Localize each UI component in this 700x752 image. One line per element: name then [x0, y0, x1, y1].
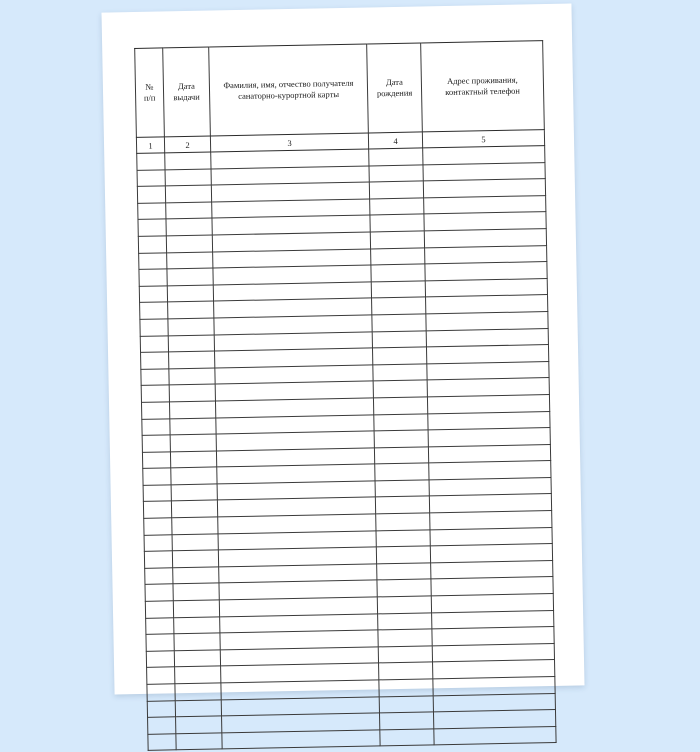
table-cell-num[interactable]: [146, 617, 174, 634]
table-cell-issue_date[interactable]: [174, 633, 220, 650]
table-cell-issue_date[interactable]: [169, 368, 215, 385]
table-cell-issue_date[interactable]: [170, 417, 216, 434]
table-cell-issue_date[interactable]: [165, 185, 211, 202]
table-cell-issue_date[interactable]: [175, 666, 221, 683]
table-cell-issue_date[interactable]: [167, 252, 213, 269]
table-cell-birth_date[interactable]: [372, 297, 426, 315]
column-number-2: 2: [164, 136, 210, 153]
table-cell-issue_date[interactable]: [173, 567, 219, 584]
column-header-issue-date: [163, 47, 211, 137]
table-cell-birth_date[interactable]: [373, 364, 427, 382]
table-cell-birth_date[interactable]: [375, 463, 429, 481]
column-number-1: 1: [136, 137, 164, 154]
table-cell-issue_date[interactable]: [165, 152, 211, 169]
table-cell-num[interactable]: [145, 568, 173, 585]
table-cell-num[interactable]: [147, 700, 175, 717]
table-cell-birth_date[interactable]: [379, 662, 433, 680]
table-cell-birth_date[interactable]: [369, 148, 423, 166]
table-cell-birth_date[interactable]: [377, 563, 431, 581]
table-cell-issue_date[interactable]: [176, 733, 222, 750]
table-cell-num[interactable]: [139, 269, 167, 286]
table-cell-issue_date[interactable]: [169, 401, 215, 418]
table-cell-num[interactable]: [148, 734, 176, 751]
table-cell-num[interactable]: [145, 584, 173, 601]
table-cell-birth_date[interactable]: [379, 679, 433, 697]
column-header-address: [421, 41, 545, 132]
table-cell-num[interactable]: [148, 717, 176, 734]
table-cell-num[interactable]: [143, 501, 171, 518]
table-cell-issue_date[interactable]: [169, 384, 215, 401]
table-cell-issue_date[interactable]: [166, 218, 212, 235]
table-header-row: [135, 41, 545, 138]
table-cell-birth_date[interactable]: [376, 530, 430, 548]
table-cell-birth_date[interactable]: [371, 247, 425, 265]
table-cell-num[interactable]: [137, 169, 165, 186]
table-cell-num[interactable]: [145, 601, 173, 618]
table-cell-birth_date[interactable]: [374, 413, 428, 431]
table-cell-birth_date[interactable]: [372, 314, 426, 332]
column-header-num-line2: п/п: [143, 92, 156, 103]
table-cell-birth_date[interactable]: [370, 231, 424, 249]
table-cell-birth_date[interactable]: [378, 646, 432, 664]
table-cell-num[interactable]: [140, 335, 168, 352]
table-cell-birth_date[interactable]: [372, 347, 426, 365]
table-cell-num[interactable]: [146, 651, 174, 668]
paper-sheet: [101, 4, 584, 695]
table-cell-num[interactable]: [137, 186, 165, 203]
table-cell-issue_date[interactable]: [173, 600, 219, 617]
table-cell-birth_date[interactable]: [378, 629, 432, 647]
table-cell-issue_date[interactable]: [174, 650, 220, 667]
column-number-4: 4: [368, 132, 422, 149]
column-number-5: 5: [422, 130, 544, 148]
table-cell-birth_date[interactable]: [371, 264, 425, 282]
table-cell-num[interactable]: [140, 319, 168, 336]
table-cell-birth_date[interactable]: [377, 596, 431, 614]
table-cell-num[interactable]: [141, 402, 169, 419]
table-cell-issue_date[interactable]: [170, 451, 216, 468]
table-cell-birth_date[interactable]: [370, 198, 424, 216]
column-header-address-line2: контактный телефон: [445, 85, 520, 97]
table-cell-birth_date[interactable]: [371, 281, 425, 299]
table-cell-issue_date[interactable]: [169, 351, 215, 368]
column-header-address-line1: Адрес проживания,: [446, 74, 518, 87]
table-cell-issue_date[interactable]: [168, 318, 214, 335]
table-cell-issue_date[interactable]: [165, 169, 211, 186]
table-cell-issue_date[interactable]: [166, 202, 212, 219]
column-header-num-line1: №: [145, 81, 154, 93]
table-body: [137, 146, 556, 751]
table-cell-birth_date[interactable]: [373, 380, 427, 398]
table-cell-num[interactable]: [147, 684, 175, 701]
table-cell-issue_date[interactable]: [168, 301, 214, 318]
table-cell-num[interactable]: [140, 302, 168, 319]
table-cell-birth_date[interactable]: [379, 712, 433, 730]
column-header-fio: [209, 44, 369, 136]
table-cell-num[interactable]: [144, 534, 172, 551]
table-cell-issue_date[interactable]: [173, 583, 219, 600]
table-cell-num[interactable]: [138, 236, 166, 253]
table-cell-issue_date[interactable]: [171, 484, 217, 501]
table-cell-issue_date[interactable]: [176, 716, 222, 733]
table-cell-num[interactable]: [141, 352, 169, 369]
table-cell-birth_date[interactable]: [369, 165, 423, 183]
ledger-table: [134, 40, 556, 751]
table-cell-num[interactable]: [139, 286, 167, 303]
table-cell-num[interactable]: [138, 219, 166, 236]
column-header-birth-date-line2: рождения: [376, 87, 413, 99]
table-cell-issue_date[interactable]: [175, 683, 221, 700]
column-header-issue-date-line2: выдачи: [173, 91, 200, 103]
column-header-issue-date-line1: Дата: [177, 81, 195, 92]
table-cell-num[interactable]: [146, 634, 174, 651]
table-cell-birth_date[interactable]: [376, 546, 430, 564]
table-cell-issue_date[interactable]: [172, 517, 218, 534]
table-cell-birth_date[interactable]: [377, 579, 431, 597]
table-cell-issue_date[interactable]: [172, 534, 218, 551]
table-cell-issue_date[interactable]: [171, 500, 217, 517]
table-cell-num[interactable]: [143, 485, 171, 502]
table-cell-num[interactable]: [144, 518, 172, 535]
table-cell-num[interactable]: [143, 468, 171, 485]
table-cell-num[interactable]: [141, 385, 169, 402]
table-cell-issue_date[interactable]: [166, 235, 212, 252]
column-header-num: [135, 48, 165, 138]
table-cell-birth_date[interactable]: [375, 480, 429, 498]
table-cell-birth_date[interactable]: [379, 695, 433, 713]
table-cell-birth_date[interactable]: [370, 214, 424, 232]
table-cell-issue_date[interactable]: [174, 617, 220, 634]
column-header-fio-line2: санаторно-курортной карты: [238, 89, 340, 101]
table-cell-num[interactable]: [142, 418, 170, 435]
table-cell-num[interactable]: [144, 551, 172, 568]
table-cell-num[interactable]: [147, 667, 175, 684]
table-cell-birth_date[interactable]: [369, 181, 423, 199]
table-cell-num[interactable]: [142, 452, 170, 469]
table-cell-address[interactable]: [434, 726, 556, 745]
table-cell-num[interactable]: [142, 435, 170, 452]
table-cell-birth_date[interactable]: [374, 447, 428, 465]
column-header-fio-line1: Фамилия, имя, отчество получателя: [223, 78, 354, 91]
sheet-content: [134, 40, 554, 660]
table-cell-num[interactable]: [137, 153, 165, 170]
table-cell-num[interactable]: [138, 203, 166, 220]
table-cell-issue_date[interactable]: [175, 699, 221, 716]
column-header-birth-date-line1: Дата: [385, 77, 403, 88]
table-cell-num[interactable]: [139, 252, 167, 269]
table-cell-birth_date[interactable]: [376, 513, 430, 531]
table-cell-fio[interactable]: [222, 730, 380, 750]
column-number-3: 3: [210, 133, 368, 152]
table-cell-birth_date[interactable]: [375, 496, 429, 514]
table-cell-issue_date[interactable]: [167, 285, 213, 302]
table-cell-issue_date[interactable]: [170, 434, 216, 451]
table-cell-issue_date[interactable]: [167, 268, 213, 285]
table-cell-birth_date[interactable]: [374, 430, 428, 448]
table-cell-num[interactable]: [141, 369, 169, 386]
table-cell-birth_date[interactable]: [372, 330, 426, 348]
table-cell-issue_date[interactable]: [172, 550, 218, 567]
column-header-birth-date: [367, 43, 423, 133]
table-cell-birth_date[interactable]: [373, 397, 427, 415]
table-cell-birth_date[interactable]: [380, 729, 434, 747]
table-cell-issue_date[interactable]: [168, 335, 214, 352]
table-cell-issue_date[interactable]: [171, 467, 217, 484]
table-cell-birth_date[interactable]: [378, 612, 432, 630]
